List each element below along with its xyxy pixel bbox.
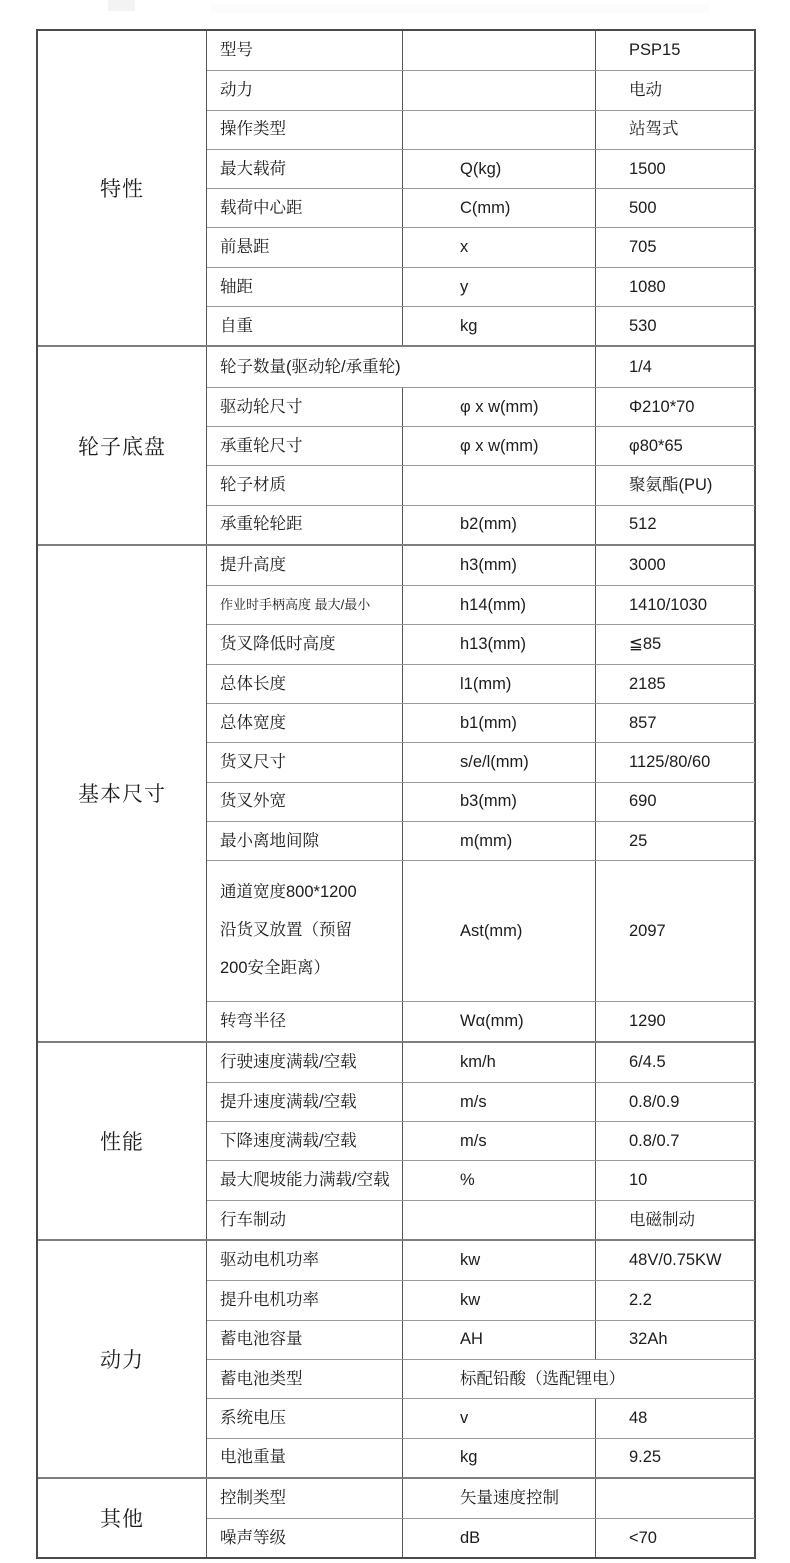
spec-row [207,546,755,585]
spec-value-cell: 48V/0.75KW [595,1241,755,1280]
spec-symbol-cell [402,111,595,149]
spec-name-cell [207,861,402,1001]
spec-row [207,703,755,742]
spec-row [207,585,755,624]
spec-name-text: 蓄电池容量 [220,1330,303,1349]
spec-symbol-cell: b3(mm) [402,783,595,821]
spec-value-cell: 10 [595,1161,755,1199]
spec-name-text: 型号 [220,41,253,60]
spec-symbol-cell [402,71,595,109]
spec-name-text: 自重 [220,316,253,335]
spec-row [207,505,755,544]
spec-symbol-cell: AH [402,1321,595,1359]
spec-row [207,1043,755,1082]
spec-name-cell [207,586,402,624]
spec-row [207,742,755,781]
spec-row [207,267,755,306]
spec-name-text: 系统电压 [220,1409,286,1428]
spec-value-cell: 25 [595,822,755,860]
spec-name-cell [207,743,402,781]
spec-table [36,29,756,1559]
spec-name-cell [207,1519,402,1557]
spec-symbol-cell [402,1201,595,1239]
spec-row [207,149,755,188]
spec-symbol-cell: m(mm) [402,822,595,860]
spec-row [207,387,755,426]
spec-value-cell: φ80*65 [595,427,755,465]
spec-section [38,544,754,1041]
spec-value-cell: 2.2 [595,1281,755,1319]
spec-name-text: 提升高度 [220,556,286,575]
spec-name-cell [207,466,402,504]
spec-row [207,664,755,703]
section-rows [206,1479,755,1558]
spec-name-text: 电池重量 [220,1448,286,1467]
spec-name-text: 通道宽度800*1200沿货叉放置（预留200安全距离） [220,883,357,978]
spec-row [207,31,755,70]
section-label: 特性 [100,178,144,202]
spec-symbol-cell: y [402,268,595,306]
spec-row [207,1241,755,1280]
spec-value-cell: 电动 [595,71,755,109]
spec-name-text: 噪声等级 [220,1528,286,1547]
spec-row [207,1160,755,1199]
spec-name-text: 提升电机功率 [220,1291,319,1310]
spec-name-cell [207,31,402,70]
spec-row [207,1398,755,1437]
spec-value-cell: 512 [595,506,755,544]
section-rows [206,347,755,543]
spec-name-cell [207,822,402,860]
spec-value-cell: 48 [595,1399,755,1437]
spec-value-cell: 857 [595,704,755,742]
spec-value-cell: PSP15 [595,31,755,70]
spec-symbol-value-cell: 标配铅酸（选配锂电） [402,1360,755,1398]
page-top-image-fragment [108,0,135,11]
spec-name-cell [207,427,402,465]
spec-symbol-cell [402,466,595,504]
spec-symbol-cell: Ast(mm) [402,861,595,1001]
spec-name-cell [207,1281,402,1319]
spec-section [38,31,754,345]
spec-name-text: 货叉尺寸 [220,753,286,772]
spec-value-cell: 32Ah [595,1321,755,1359]
spec-symbol-cell [402,31,595,70]
spec-name-text: 载荷中心距 [220,199,303,218]
spec-value-cell: 聚氨酯(PU) [595,466,755,504]
spec-value-cell: 9.25 [595,1439,755,1477]
spec-name-cell [207,150,402,188]
spec-name-text: 操作类型 [220,120,286,139]
spec-name-text: 驱动轮尺寸 [220,397,303,416]
spec-value-cell: Φ210*70 [595,388,755,426]
section-label: 其他 [100,1508,144,1532]
spec-name-cell [207,1161,402,1199]
spec-section [38,1239,754,1477]
spec-row [207,1280,755,1319]
spec-name-cell [207,625,402,663]
spec-value-cell: 2185 [595,665,755,703]
spec-row [207,188,755,227]
spec-value-cell: 站驾式 [595,111,755,149]
spec-symbol-cell: kw [402,1281,595,1319]
section-label: 动力 [100,1348,144,1372]
spec-symbol-cell: h14(mm) [402,586,595,624]
spec-name-cell [207,506,402,544]
spec-symbol-cell: b2(mm) [402,506,595,544]
spec-row [207,227,755,266]
spec-value-cell: 500 [595,189,755,227]
spec-section [38,1477,754,1558]
spec-row [207,1082,755,1121]
spec-row [207,1001,755,1040]
section-rows [206,31,755,345]
spec-name-cell [207,1083,402,1121]
spec-name-cell [207,783,402,821]
spec-name-cell [207,268,402,306]
spec-name-text: 提升速度满载/空载 [220,1092,357,1111]
spec-name-cell [207,1399,402,1437]
spec-row [207,306,755,345]
spec-value-cell: 0.8/0.9 [595,1083,755,1121]
spec-row [207,821,755,860]
section-rows [206,1241,755,1477]
spec-symbol-cell: v [402,1399,595,1437]
spec-name-text: 行车制动 [220,1210,286,1229]
spec-value-cell: 1500 [595,150,755,188]
spec-name-cell [207,307,402,345]
spec-symbol-cell: dB [402,1519,595,1557]
spec-row [207,110,755,149]
spec-symbol-cell: C(mm) [402,189,595,227]
spec-row [207,426,755,465]
spec-value-cell: 3000 [595,546,755,585]
spec-value-cell: 6/4.5 [595,1043,755,1082]
spec-name-text: 承重轮尺寸 [220,436,303,455]
spec-name-text: 货叉降低时高度 [220,635,336,654]
spec-name-cell [207,388,402,426]
section-rows [206,546,755,1041]
spec-name-text: 动力 [220,81,253,100]
spec-name-cell [207,1360,402,1398]
spec-symbol-cell: m/s [402,1083,595,1121]
spec-row [207,624,755,663]
spec-name-cell [207,665,402,703]
spec-name-text: 轮子材质 [220,476,286,495]
spec-row [207,1518,755,1557]
spec-name-cell [207,1241,402,1280]
section-label: 轮子底盘 [78,435,166,459]
spec-name-text: 总体长度 [220,674,286,693]
spec-name-text: 蓄电池类型 [220,1369,303,1388]
spec-symbol-cell: Wα(mm) [402,1002,595,1040]
spec-value-cell: 1125/80/60 [595,743,755,781]
spec-name-text: 最大载荷 [220,159,286,178]
spec-value-cell: 530 [595,307,755,345]
spec-symbol-cell: l1(mm) [402,665,595,703]
spec-name-text: 最大爬坡能力满载/空载 [220,1171,390,1190]
spec-symbol-cell: Q(kg) [402,150,595,188]
spec-symbol-cell: s/e/l(mm) [402,743,595,781]
spec-value-cell: 2097 [595,861,755,1001]
spec-value-cell: 705 [595,228,755,266]
spec-symbol-cell: kw [402,1241,595,1280]
spec-symbol-cell: b1(mm) [402,704,595,742]
spec-name-text: 下降速度满载/空载 [220,1131,357,1150]
spec-name-cell [207,347,595,386]
spec-section [38,345,754,543]
spec-row [207,1479,755,1518]
page-top-smudge [210,4,710,13]
spec-symbol-cell: φ x w(mm) [402,388,595,426]
spec-value-cell: 1/4 [595,347,755,386]
spec-name-cell [207,1479,402,1518]
spec-row [207,1200,755,1239]
spec-row [207,70,755,109]
spec-name-cell [207,1321,402,1359]
spec-value-cell: 0.8/0.7 [595,1122,755,1160]
spec-name-text: 总体宽度 [220,713,286,732]
spec-symbol-cell: φ x w(mm) [402,427,595,465]
spec-symbol-cell: h13(mm) [402,625,595,663]
spec-value-cell: 1410/1030 [595,586,755,624]
spec-symbol-cell: m/s [402,1122,595,1160]
spec-value-cell: <70 [595,1519,755,1557]
spec-section [38,1041,754,1239]
spec-name-text: 转弯半径 [220,1012,286,1031]
spec-symbol-cell: % [402,1161,595,1199]
spec-name-cell [207,71,402,109]
spec-row [207,782,755,821]
spec-row [207,1438,755,1477]
spec-symbol-cell: h3(mm) [402,546,595,585]
spec-value-cell: ≦85 [595,625,755,663]
spec-row [207,1359,755,1398]
spec-name-cell [207,1002,402,1040]
section-rows [206,1043,755,1239]
spec-name-cell [207,546,402,585]
spec-name-cell [207,1439,402,1477]
spec-name-text: 轮子数量(驱动轮/承重轮) [220,357,401,376]
spec-name-cell [207,1043,402,1082]
spec-name-text: 控制类型 [220,1489,286,1508]
spec-name-cell [207,1201,402,1239]
spec-name-text: 最小离地间隙 [220,831,319,850]
spec-name-cell [207,704,402,742]
spec-row [207,1121,755,1160]
spec-symbol-cell: 矢量速度控制 [402,1479,595,1518]
spec-row [207,347,755,386]
section-label: 性能 [100,1130,144,1154]
spec-row [207,860,755,1001]
spec-symbol-cell: km/h [402,1043,595,1082]
spec-name-cell [207,228,402,266]
spec-name-text: 货叉外宽 [220,792,286,811]
spec-name-text: 承重轮轮距 [220,515,303,534]
spec-value-cell [595,1479,755,1518]
spec-value-cell: 电磁制动 [595,1201,755,1239]
spec-name-cell [207,111,402,149]
spec-name-cell [207,189,402,227]
spec-symbol-cell: kg [402,307,595,345]
spec-name-text: 驱动电机功率 [220,1251,319,1270]
spec-row [207,465,755,504]
spec-value-cell: 1080 [595,268,755,306]
spec-name-text: 行驶速度满载/空载 [220,1052,357,1071]
spec-name-text: 作业时手柄高度 最大/最小 [220,597,371,613]
spec-name-cell [207,1122,402,1160]
spec-symbol-cell: x [402,228,595,266]
spec-value-cell: 1290 [595,1002,755,1040]
spec-name-text: 前悬距 [220,238,270,257]
spec-value-cell: 690 [595,783,755,821]
spec-row [207,1320,755,1359]
section-label: 基本尺寸 [78,783,166,807]
spec-symbol-cell: kg [402,1439,595,1477]
spec-name-text: 轴距 [220,277,253,296]
